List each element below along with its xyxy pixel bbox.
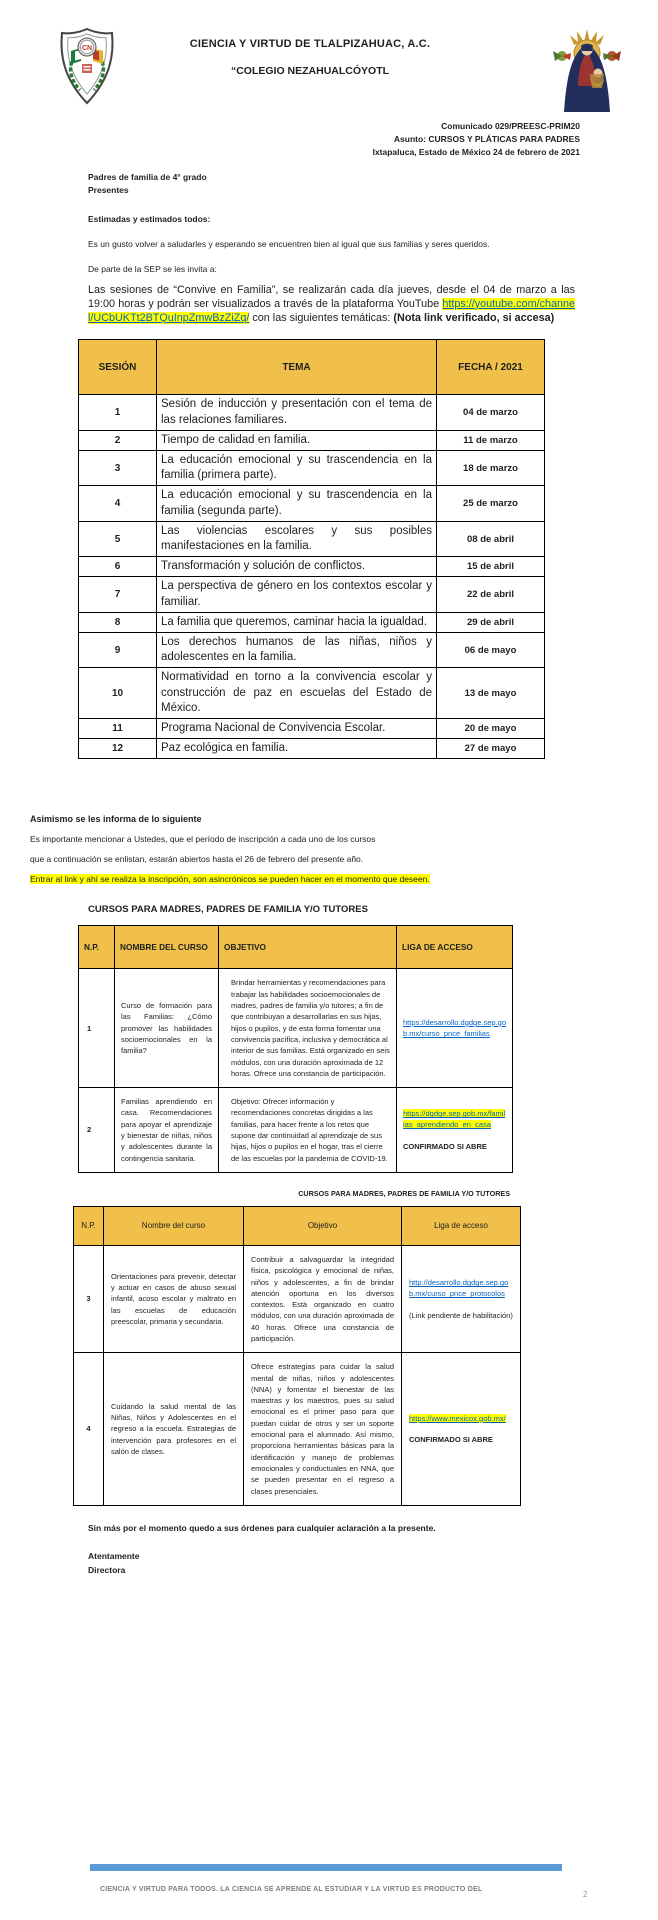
comunicado-subject: Asunto: CURSOS Y PLÁTICAS PARA PADRES [393,134,580,144]
course-link-cell [402,1245,521,1352]
paragraph-text-before-link: Las sesiones de “Convive en Familia”, se realizarán cada día jueves, desde el 04 de marzo a las 19:00 horas y podrán ser visualizados a través de la plataforma YouTube [88,284,575,310]
session-row [79,557,545,577]
intro-line: Es un gusto volver a saludarles y esperando se encuentren bien al igual que sus familias y seres queridos. [88,239,490,249]
session-topic: La familia que queremos, caminar hacia la igualdad. [157,612,437,632]
sessions-table-body [79,395,545,759]
document-header [0,0,658,118]
school-name: “COLEGIO NEZAHUALCÓYOTL [230,65,390,77]
session-number: 3 [79,451,157,486]
greeting-line: Estimadas y estimados todos: [88,214,211,224]
info-line-2: que a continuación se enlistan, estarán abiertos hasta el 26 de febrero del presente año. [30,854,364,865]
course-link-cell [397,969,513,1088]
course-number: 2 [79,1088,115,1173]
courses-table-2 [73,1206,521,1506]
session-date: 15 de abril [437,557,545,577]
session-number: 2 [79,430,157,450]
session-date: 08 de abril [437,521,545,556]
course-objective: Contribuir a salvaguardar la integridad física, psicológica y emocional de niñas, niños y adolescentes, a fin de brindar atención oportuna en los diversos contextos. Está organizado en cuatro módulos, con una duración aproximada de 40 horas. Ofrece una constancia de participación. [244,1245,402,1352]
course-objective: Objetivo: Ofrecer información y recomendaciones concretas dirigidas a las familias, para hacer frente a los retos que supone dar continuidad al aprendizaje de sus hijas, hijos o pupilos en el hogar, tras el cierre de las escuelas por la pandemia de COVID-19. [219,1088,397,1173]
session-topic: Los derechos humanos de las niñas, niños y adolescentes en la familia. [157,633,437,668]
course-access-link[interactable]: https://dgdge.sep.gob.mx/familias_aprendiendo_en_casa [403,1109,506,1130]
course-link-cell [397,1088,513,1173]
paragraph-text-after-link: con las siguientes temáticas: [249,311,394,324]
column-header-nombre: Nombre del curso [104,1206,244,1245]
session-date: 11 de marzo [437,430,545,450]
comunicado-place-date: Ixtapaluca, Estado de México 24 de febrero de 2021 [372,147,580,157]
column-header-fecha: FECHA / 2021 [437,340,545,395]
signature-block [88,1549,658,1577]
session-row [79,668,545,719]
course-objective: Ofrece estrategias para cuidar la salud mental de niñas, niños y adolescentes (NNA) y fomentar el bienestar de las maestras y los maestros, pues su salud emocional es el primer paso para que puedan cuidar de otros y ser un soporte emocional para el alumnado. Así mismo, proporciona herramientas básicas para la identificación y manejo de problemas emocionales y conductuales en NNA, que se pueden presentar en el regreso a clases presenciales. [244,1353,402,1506]
session-topic: La perspectiva de género en los contextos escolar y familiar. [157,577,437,612]
session-topic: Tiempo de calidad en familia. [157,430,437,450]
highlighted-text: Entrar al link y ahí se realiza la inscripción, son asincrónicos se pueden hacer en el momento que deseen. [30,874,430,885]
paragraph-note: (Nota link verificado, si accesa) [393,311,555,324]
session-topic: Programa Nacional de Convivencia Escolar. [157,719,437,739]
session-number: 4 [79,486,157,521]
column-header-liga: Liga de acceso [402,1206,521,1245]
course-name: Cuidando la salud mental de las Niñas, Niños y Adolescentes en el regreso a la escuela. Estrategias de intervención para profesores en el salón de clases. [104,1353,244,1506]
column-header-objetivo: Objetivo [244,1206,402,1245]
addressee-line: Padres de familia de 4° grado [88,172,207,182]
directora-line: Directora [88,1564,126,1575]
course-name: Curso de formación para las Familias: ¿Cómo promover las habilidades socioemocionales en la familia? [115,969,219,1088]
session-date: 20 de mayo [437,719,545,739]
session-row [79,612,545,632]
course-row [79,1088,513,1173]
column-header-sesion: SESIÓN [79,340,157,395]
course-name: Orientaciones para prevenir, detectar y actuar en casos de abuso sexual infantil, acoso escolar y maltrato en las escuelas de educación preescolar, primaria y secundaria. [104,1245,244,1352]
presentes-line: Presentes [88,185,129,195]
session-date: 27 de mayo [437,739,545,759]
letter-body [88,171,578,276]
session-row [79,486,545,521]
sessions-table-header-row [79,340,545,395]
course-access-link[interactable]: https://desarrollo.dgdge.sep.gob.mx/curso_pnce_familias [403,1017,506,1039]
session-row [79,739,545,759]
session-row [79,633,545,668]
session-row [79,430,545,450]
session-topic: Transformación y solución de conflictos. [157,557,437,577]
session-number: 10 [79,668,157,719]
session-row [79,521,545,556]
session-number: 12 [79,739,157,759]
info-line-1: Es importante mencionar a Ustedes, que el período de inscripción a cada uno de los cursos [30,834,376,845]
session-date: 22 de abril [437,577,545,612]
session-date: 06 de mayo [437,633,545,668]
session-topic: Normatividad en torno a la convivencia escolar y construcción de paz en escuelas del Estado de México. [157,668,437,719]
courses-table-2-body [74,1245,521,1505]
courses-table-1 [78,925,513,1172]
course-link-note: CONFIRMADO SI ABRE [403,1141,487,1151]
column-header-np: N.P. [74,1206,104,1245]
session-topic: La educación emocional y su trascendencia en la familia (segunda parte). [157,486,437,521]
course-number: 3 [74,1245,104,1352]
session-number: 7 [79,577,157,612]
school-crest-logo [54,26,120,106]
course-link-note: CONFIRMADO SI ABRE [409,1435,493,1445]
session-topic: Paz ecológica en familia. [157,739,437,759]
sessions-paragraph [88,284,575,325]
header-titles [140,38,480,77]
virgin-mary-image [548,26,626,114]
sessions-table [78,339,545,759]
comunicado-number: Comunicado 029/PREESC-PRIM20 [441,121,580,131]
organization-name: CIENCIA Y VIRTUD DE TLALPIZAHUAC, A.C. [189,38,431,50]
session-topic: Las violencias escolares y sus posibles manifestaciones en la familia. [157,521,437,556]
course-link-cell [402,1353,521,1506]
session-row [79,577,545,612]
session-number: 5 [79,521,157,556]
column-header-np: N.P. [79,926,115,969]
course-number: 1 [79,969,115,1088]
info-highlight-line [30,874,658,884]
course-link-note: (Link pendiente de habilitación) [409,1310,513,1320]
session-number: 6 [79,557,157,577]
session-date: 04 de marzo [437,395,545,430]
session-date: 18 de marzo [437,451,545,486]
session-row [79,719,545,739]
session-number: 11 [79,719,157,739]
courses-table-1-header-row [79,926,513,969]
course-row [74,1245,521,1352]
course-access-link[interactable]: http://desarrollo.dgdge.sep.gob.mx/curso_pnce_protocolos [409,1278,509,1299]
session-topic: Sesión de inducción y presentación con el tema de las relaciones familiares. [157,395,437,430]
column-header-nombre: NOMBRE DEL CURSO [115,926,219,969]
course-access-link[interactable]: https://www.mexicox.gob.mx/ [409,1413,506,1423]
footer-motto: CIENCIA Y VIRTUD PARA TODOS. LA CIENCIA SE APRENDE AL ESTUDIAR Y LA VIRTUD ES PRODUCTO DEL [100,1886,483,1893]
course-objective: Brindar herramientas y recomendaciones para trabajar las habilidades socioemocionales de madres, padres de familia y/o tutores; a fin de que contribuyan a desarrollarlas en sus hijas, hijos o pupilos, y de esta forma fomentar una convivencia pacífica, inclusiva y democrática al interior de sus familias. Está organizado en seis módulos, con una duración aproximada de 12 horas. Ofrece una constancia de participación. [219,969,397,1088]
course-row [79,969,513,1088]
crest-initials: CN [81,45,93,52]
course-name: Familias aprendiendo en casa. Recomendaciones para apoyar el aprendizaje y bienestar de niñas, niños y adolescentes durante la contingencia sanitaria. [115,1088,219,1173]
session-number: 1 [79,395,157,430]
session-number: 8 [79,612,157,632]
courses-table-1-body [79,969,513,1172]
closing-line: Sin más por el momento quedo a sus órdenes para cualquier aclaración a la presente. [88,1522,436,1533]
course-row [74,1353,521,1506]
session-topic: La educación emocional y su trascendencia en la familia (primera parte). [157,451,437,486]
courses-table-2-header-row [74,1206,521,1245]
column-header-objetivo: OBJETIVO [219,926,397,969]
sep-invite-line: De parte de la SEP se les invita a: [88,264,217,274]
atentamente-line: Atentamente [88,1550,140,1561]
course-number: 4 [74,1353,104,1506]
courses-table-2-caption: CURSOS PARA MADRES, PADRES DE FAMILIA Y/O TUTORES [298,1188,510,1198]
courses-section-title: CURSOS PARA MADRES, PADRES DE FAMILIA Y/O TUTORES [88,904,368,916]
footer-divider-bar [90,1864,562,1871]
youtube-channel-link[interactable]: https://youtube.com/channel/UCbUKTt2BTQuInpZmwBzZiZq/ [88,297,575,324]
session-date: 29 de abril [437,612,545,632]
session-number: 9 [79,633,157,668]
info-heading: Asimismo se les informa de lo siguiente [30,814,202,825]
column-header-liga: LIGA DE ACCESO [397,926,513,969]
column-header-tema: TEMA [157,340,437,395]
page-number: 2 [583,1890,588,1899]
session-row [79,451,545,486]
session-date: 25 de marzo [437,486,545,521]
session-row [79,395,545,430]
session-date: 13 de mayo [437,668,545,719]
comunicado-meta [0,120,580,159]
